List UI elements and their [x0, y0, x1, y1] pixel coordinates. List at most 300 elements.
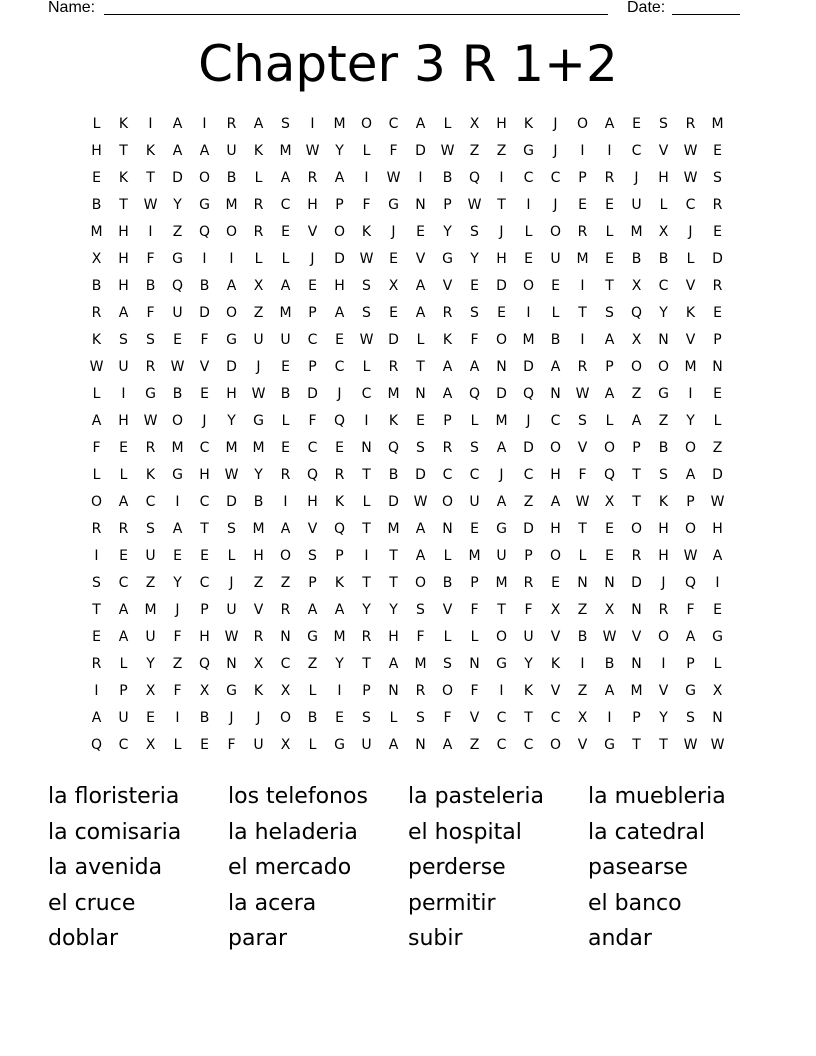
- grid-letter[interactable]: A: [118, 494, 129, 510]
- grid-letter[interactable]: A: [415, 116, 426, 132]
- grid-letter[interactable]: U: [145, 548, 156, 564]
- grid-letter[interactable]: E: [632, 116, 641, 132]
- grid-letter[interactable]: V: [307, 521, 318, 537]
- grid-letter[interactable]: A: [280, 278, 291, 294]
- grid-letter[interactable]: W: [89, 359, 104, 375]
- grid-letter[interactable]: I: [337, 683, 342, 699]
- grid-letter[interactable]: B: [91, 197, 102, 213]
- grid-letter[interactable]: E: [335, 440, 344, 456]
- grid-letter[interactable]: I: [364, 170, 369, 186]
- date-blank-line[interactable]: [672, 14, 740, 15]
- grid-letter[interactable]: I: [418, 170, 423, 186]
- grid-letter[interactable]: R: [712, 278, 723, 294]
- grid-letter[interactable]: Y: [173, 575, 182, 591]
- grid-letter[interactable]: P: [470, 575, 479, 591]
- grid-letter[interactable]: J: [526, 413, 531, 429]
- grid-letter[interactable]: D: [199, 305, 210, 321]
- grid-letter[interactable]: Y: [686, 413, 695, 429]
- grid-letter[interactable]: Y: [470, 251, 479, 267]
- grid-letter[interactable]: R: [280, 467, 291, 483]
- grid-letter[interactable]: O: [549, 224, 562, 240]
- grid-letter[interactable]: K: [523, 683, 534, 699]
- grid-letter[interactable]: X: [253, 656, 264, 672]
- grid-letter[interactable]: M: [90, 224, 103, 240]
- grid-letter[interactable]: G: [685, 683, 696, 699]
- grid-letter[interactable]: T: [605, 278, 614, 294]
- grid-letter[interactable]: A: [442, 386, 453, 402]
- grid-letter[interactable]: X: [199, 683, 210, 699]
- grid-letter[interactable]: E: [119, 440, 128, 456]
- grid-letter[interactable]: D: [712, 251, 723, 267]
- grid-letter[interactable]: A: [172, 116, 183, 132]
- grid-letter[interactable]: L: [470, 413, 479, 429]
- grid-letter[interactable]: D: [388, 332, 399, 348]
- grid-letter[interactable]: B: [442, 575, 453, 591]
- grid-letter[interactable]: G: [226, 683, 237, 699]
- grid-letter[interactable]: F: [443, 710, 452, 726]
- grid-letter[interactable]: A: [550, 494, 561, 510]
- grid-letter[interactable]: Y: [659, 710, 668, 726]
- grid-letter[interactable]: A: [280, 170, 291, 186]
- grid-letter[interactable]: R: [658, 602, 669, 618]
- grid-letter[interactable]: W: [413, 494, 428, 510]
- grid-letter[interactable]: M: [468, 548, 481, 564]
- grid-letter[interactable]: E: [92, 170, 101, 186]
- grid-letter[interactable]: T: [632, 467, 641, 483]
- grid-letter[interactable]: A: [334, 305, 345, 321]
- grid-letter[interactable]: A: [91, 710, 102, 726]
- grid-letter[interactable]: K: [334, 575, 345, 591]
- grid-letter[interactable]: G: [226, 332, 237, 348]
- grid-letter[interactable]: J: [175, 602, 180, 618]
- grid-letter[interactable]: S: [686, 710, 695, 726]
- grid-letter[interactable]: B: [442, 170, 453, 186]
- grid-letter[interactable]: N: [496, 359, 507, 375]
- grid-letter[interactable]: L: [578, 548, 587, 564]
- grid-letter[interactable]: P: [632, 440, 641, 456]
- grid-letter[interactable]: J: [391, 224, 396, 240]
- grid-letter[interactable]: E: [605, 197, 614, 213]
- grid-letter[interactable]: N: [712, 359, 723, 375]
- grid-letter[interactable]: U: [253, 332, 264, 348]
- grid-letter[interactable]: N: [712, 710, 723, 726]
- grid-letter[interactable]: W: [440, 143, 455, 159]
- grid-letter[interactable]: C: [307, 440, 318, 456]
- grid-letter[interactable]: C: [496, 737, 507, 753]
- grid-letter[interactable]: E: [200, 737, 209, 753]
- grid-letter[interactable]: G: [334, 737, 345, 753]
- grid-letter[interactable]: I: [661, 656, 666, 672]
- grid-letter[interactable]: Q: [684, 575, 697, 591]
- grid-letter[interactable]: H: [91, 143, 102, 159]
- grid-letter[interactable]: I: [499, 170, 504, 186]
- grid-letter[interactable]: I: [580, 143, 585, 159]
- grid-letter[interactable]: L: [605, 224, 614, 240]
- grid-letter[interactable]: F: [146, 305, 155, 321]
- grid-letter[interactable]: Z: [658, 413, 669, 429]
- grid-letter[interactable]: N: [658, 332, 669, 348]
- grid-letter[interactable]: W: [683, 737, 698, 753]
- grid-letter[interactable]: Z: [172, 224, 183, 240]
- grid-letter[interactable]: N: [631, 602, 642, 618]
- grid-letter[interactable]: E: [146, 710, 155, 726]
- grid-letter[interactable]: B: [388, 467, 399, 483]
- grid-letter[interactable]: M: [630, 683, 643, 699]
- grid-letter[interactable]: A: [415, 548, 426, 564]
- grid-letter[interactable]: E: [308, 278, 317, 294]
- grid-letter[interactable]: S: [362, 710, 371, 726]
- grid-letter[interactable]: L: [713, 413, 722, 429]
- grid-letter[interactable]: C: [199, 575, 210, 591]
- grid-letter[interactable]: J: [553, 197, 558, 213]
- grid-letter[interactable]: S: [362, 305, 371, 321]
- grid-letter[interactable]: U: [361, 737, 372, 753]
- grid-letter[interactable]: I: [94, 683, 99, 699]
- grid-letter[interactable]: K: [685, 305, 696, 321]
- grid-letter[interactable]: I: [580, 278, 585, 294]
- grid-letter[interactable]: E: [173, 332, 182, 348]
- grid-letter[interactable]: I: [580, 332, 585, 348]
- grid-letter[interactable]: V: [550, 683, 561, 699]
- grid-letter[interactable]: Y: [335, 143, 344, 159]
- grid-letter[interactable]: L: [605, 413, 614, 429]
- grid-letter[interactable]: E: [497, 305, 506, 321]
- grid-letter[interactable]: D: [307, 386, 318, 402]
- grid-letter[interactable]: R: [253, 629, 264, 645]
- grid-letter[interactable]: R: [523, 575, 534, 591]
- grid-letter[interactable]: K: [118, 116, 129, 132]
- grid-letter[interactable]: J: [229, 575, 234, 591]
- grid-letter[interactable]: D: [523, 440, 534, 456]
- grid-letter[interactable]: J: [499, 467, 504, 483]
- grid-letter[interactable]: K: [91, 332, 102, 348]
- grid-letter[interactable]: F: [146, 251, 155, 267]
- grid-letter[interactable]: B: [172, 386, 183, 402]
- grid-letter[interactable]: U: [280, 332, 291, 348]
- grid-letter[interactable]: U: [253, 737, 264, 753]
- grid-letter[interactable]: B: [658, 251, 669, 267]
- grid-letter[interactable]: M: [252, 521, 265, 537]
- grid-letter[interactable]: A: [469, 359, 480, 375]
- grid-letter[interactable]: T: [146, 170, 155, 186]
- grid-letter[interactable]: D: [334, 251, 345, 267]
- grid-letter[interactable]: E: [713, 224, 722, 240]
- grid-letter[interactable]: V: [469, 710, 480, 726]
- grid-letter[interactable]: R: [145, 359, 156, 375]
- grid-letter[interactable]: W: [224, 467, 239, 483]
- grid-letter[interactable]: S: [578, 413, 587, 429]
- grid-letter[interactable]: F: [578, 467, 587, 483]
- grid-letter[interactable]: K: [118, 170, 129, 186]
- grid-letter[interactable]: C: [550, 170, 561, 186]
- grid-letter[interactable]: Q: [387, 440, 400, 456]
- grid-letter[interactable]: C: [550, 710, 561, 726]
- grid-letter[interactable]: K: [253, 143, 264, 159]
- grid-letter[interactable]: E: [524, 251, 533, 267]
- grid-letter[interactable]: H: [658, 170, 669, 186]
- grid-letter[interactable]: W: [143, 197, 158, 213]
- grid-letter[interactable]: Y: [335, 656, 344, 672]
- grid-letter[interactable]: K: [253, 683, 264, 699]
- grid-letter[interactable]: S: [470, 440, 479, 456]
- grid-letter[interactable]: V: [631, 629, 642, 645]
- grid-letter[interactable]: K: [145, 143, 156, 159]
- grid-letter[interactable]: R: [685, 116, 696, 132]
- grid-letter[interactable]: F: [92, 440, 101, 456]
- grid-letter[interactable]: B: [280, 386, 291, 402]
- grid-letter[interactable]: H: [550, 521, 561, 537]
- grid-letter[interactable]: J: [634, 170, 639, 186]
- grid-letter[interactable]: S: [713, 170, 722, 186]
- grid-letter[interactable]: L: [173, 737, 182, 753]
- grid-letter[interactable]: G: [658, 386, 669, 402]
- grid-letter[interactable]: L: [443, 548, 452, 564]
- grid-letter[interactable]: Q: [630, 305, 643, 321]
- grid-letter[interactable]: A: [118, 602, 129, 618]
- grid-letter[interactable]: E: [713, 386, 722, 402]
- grid-letter[interactable]: O: [360, 116, 373, 132]
- grid-letter[interactable]: N: [361, 440, 372, 456]
- grid-letter[interactable]: I: [229, 251, 234, 267]
- grid-letter[interactable]: W: [683, 143, 698, 159]
- grid-letter[interactable]: L: [524, 224, 533, 240]
- grid-letter[interactable]: C: [280, 197, 291, 213]
- grid-letter[interactable]: O: [171, 413, 184, 429]
- grid-letter[interactable]: V: [199, 359, 210, 375]
- grid-letter[interactable]: E: [281, 440, 290, 456]
- grid-letter[interactable]: T: [389, 575, 398, 591]
- grid-letter[interactable]: A: [118, 629, 129, 645]
- grid-letter[interactable]: M: [522, 332, 535, 348]
- grid-letter[interactable]: O: [657, 629, 670, 645]
- grid-letter[interactable]: D: [496, 386, 507, 402]
- grid-letter[interactable]: Q: [468, 386, 481, 402]
- grid-letter[interactable]: J: [256, 359, 261, 375]
- grid-letter[interactable]: J: [229, 710, 234, 726]
- grid-letter[interactable]: D: [631, 575, 642, 591]
- grid-letter[interactable]: T: [119, 143, 128, 159]
- grid-letter[interactable]: S: [227, 521, 236, 537]
- grid-letter[interactable]: Y: [146, 656, 155, 672]
- grid-letter[interactable]: J: [256, 710, 261, 726]
- grid-letter[interactable]: R: [253, 224, 264, 240]
- grid-letter[interactable]: U: [496, 548, 507, 564]
- grid-letter[interactable]: W: [575, 386, 590, 402]
- grid-letter[interactable]: A: [91, 413, 102, 429]
- grid-letter[interactable]: L: [254, 170, 263, 186]
- grid-letter[interactable]: B: [145, 278, 156, 294]
- grid-letter[interactable]: O: [495, 332, 508, 348]
- grid-letter[interactable]: C: [118, 575, 129, 591]
- grid-letter[interactable]: U: [172, 305, 183, 321]
- grid-letter[interactable]: T: [362, 467, 371, 483]
- grid-letter[interactable]: B: [91, 278, 102, 294]
- grid-letter[interactable]: T: [659, 737, 668, 753]
- grid-letter[interactable]: T: [632, 494, 641, 510]
- grid-letter[interactable]: I: [202, 251, 207, 267]
- grid-letter[interactable]: M: [711, 116, 724, 132]
- grid-letter[interactable]: O: [549, 548, 562, 564]
- grid-letter[interactable]: A: [550, 359, 561, 375]
- grid-letter[interactable]: I: [715, 575, 720, 591]
- grid-letter[interactable]: O: [549, 737, 562, 753]
- grid-letter[interactable]: W: [359, 332, 374, 348]
- grid-letter[interactable]: L: [470, 629, 479, 645]
- grid-letter[interactable]: Z: [469, 737, 480, 753]
- grid-letter[interactable]: R: [253, 197, 264, 213]
- grid-letter[interactable]: O: [603, 440, 616, 456]
- grid-letter[interactable]: L: [362, 494, 371, 510]
- grid-letter[interactable]: A: [307, 602, 318, 618]
- grid-letter[interactable]: U: [118, 710, 129, 726]
- grid-letter[interactable]: O: [630, 359, 643, 375]
- grid-letter[interactable]: K: [523, 116, 534, 132]
- grid-letter[interactable]: Z: [253, 575, 264, 591]
- grid-letter[interactable]: R: [91, 656, 102, 672]
- grid-letter[interactable]: D: [172, 170, 183, 186]
- grid-letter[interactable]: D: [415, 467, 426, 483]
- grid-letter[interactable]: E: [335, 332, 344, 348]
- grid-letter[interactable]: D: [415, 143, 426, 159]
- grid-letter[interactable]: A: [226, 278, 237, 294]
- grid-letter[interactable]: M: [576, 251, 589, 267]
- grid-letter[interactable]: B: [550, 332, 561, 348]
- grid-letter[interactable]: Y: [362, 602, 371, 618]
- grid-letter[interactable]: B: [253, 494, 264, 510]
- grid-letter[interactable]: P: [686, 494, 695, 510]
- grid-letter[interactable]: E: [551, 278, 560, 294]
- grid-letter[interactable]: O: [90, 494, 103, 510]
- grid-letter[interactable]: A: [604, 332, 615, 348]
- grid-letter[interactable]: L: [308, 683, 317, 699]
- grid-letter[interactable]: N: [604, 575, 615, 591]
- grid-letter[interactable]: B: [658, 440, 669, 456]
- grid-letter[interactable]: P: [713, 332, 722, 348]
- grid-letter[interactable]: Q: [198, 224, 211, 240]
- grid-letter[interactable]: K: [442, 332, 453, 348]
- grid-letter[interactable]: W: [386, 170, 401, 186]
- grid-letter[interactable]: I: [94, 548, 99, 564]
- grid-letter[interactable]: X: [604, 602, 615, 618]
- grid-letter[interactable]: I: [526, 197, 531, 213]
- grid-letter[interactable]: M: [252, 440, 265, 456]
- grid-letter[interactable]: H: [118, 413, 129, 429]
- grid-letter[interactable]: H: [388, 629, 399, 645]
- grid-letter[interactable]: O: [549, 440, 562, 456]
- grid-letter[interactable]: C: [658, 278, 669, 294]
- grid-letter[interactable]: N: [280, 629, 291, 645]
- grid-letter[interactable]: S: [416, 602, 425, 618]
- grid-letter[interactable]: R: [145, 440, 156, 456]
- grid-letter[interactable]: A: [415, 305, 426, 321]
- grid-letter[interactable]: E: [551, 575, 560, 591]
- grid-letter[interactable]: M: [414, 656, 427, 672]
- grid-letter[interactable]: K: [361, 224, 372, 240]
- grid-letter[interactable]: X: [145, 683, 156, 699]
- grid-letter[interactable]: T: [389, 548, 398, 564]
- grid-letter[interactable]: S: [92, 575, 101, 591]
- grid-letter[interactable]: I: [499, 683, 504, 699]
- grid-letter[interactable]: A: [496, 440, 507, 456]
- grid-letter[interactable]: A: [685, 467, 696, 483]
- grid-letter[interactable]: T: [119, 197, 128, 213]
- grid-letter[interactable]: M: [171, 440, 184, 456]
- grid-letter[interactable]: C: [199, 494, 210, 510]
- grid-letter[interactable]: S: [470, 224, 479, 240]
- grid-letter[interactable]: G: [172, 467, 183, 483]
- grid-letter[interactable]: P: [119, 683, 128, 699]
- grid-letter[interactable]: A: [496, 494, 507, 510]
- grid-letter[interactable]: W: [683, 170, 698, 186]
- grid-letter[interactable]: E: [605, 521, 614, 537]
- grid-letter[interactable]: P: [308, 359, 317, 375]
- grid-letter[interactable]: W: [710, 494, 725, 510]
- grid-letter[interactable]: S: [443, 656, 452, 672]
- grid-letter[interactable]: L: [119, 467, 128, 483]
- grid-letter[interactable]: A: [712, 548, 723, 564]
- grid-letter[interactable]: O: [198, 170, 211, 186]
- grid-letter[interactable]: I: [526, 305, 531, 321]
- grid-letter[interactable]: M: [333, 116, 346, 132]
- grid-letter[interactable]: R: [577, 359, 588, 375]
- grid-letter[interactable]: H: [307, 494, 318, 510]
- grid-letter[interactable]: V: [658, 683, 669, 699]
- grid-letter[interactable]: N: [631, 656, 642, 672]
- grid-letter[interactable]: P: [443, 413, 452, 429]
- grid-letter[interactable]: H: [712, 521, 723, 537]
- grid-letter[interactable]: V: [307, 224, 318, 240]
- grid-letter[interactable]: W: [683, 548, 698, 564]
- grid-letter[interactable]: S: [146, 521, 155, 537]
- grid-letter[interactable]: W: [305, 143, 320, 159]
- grid-letter[interactable]: W: [602, 629, 617, 645]
- grid-letter[interactable]: V: [442, 278, 453, 294]
- grid-letter[interactable]: I: [607, 710, 612, 726]
- grid-letter[interactable]: S: [416, 710, 425, 726]
- grid-letter[interactable]: M: [144, 602, 157, 618]
- grid-letter[interactable]: E: [200, 548, 209, 564]
- grid-letter[interactable]: Z: [307, 656, 318, 672]
- grid-letter[interactable]: S: [470, 305, 479, 321]
- grid-letter[interactable]: Z: [280, 575, 291, 591]
- grid-letter[interactable]: L: [281, 413, 290, 429]
- grid-letter[interactable]: J: [337, 386, 342, 402]
- grid-letter[interactable]: T: [632, 737, 641, 753]
- grid-letter[interactable]: I: [688, 386, 693, 402]
- grid-letter[interactable]: Z: [172, 656, 183, 672]
- grid-letter[interactable]: G: [199, 197, 210, 213]
- grid-letter[interactable]: P: [443, 197, 452, 213]
- grid-letter[interactable]: L: [92, 116, 101, 132]
- grid-letter[interactable]: A: [172, 143, 183, 159]
- grid-letter[interactable]: H: [253, 548, 264, 564]
- grid-letter[interactable]: E: [578, 197, 587, 213]
- grid-letter[interactable]: H: [658, 521, 669, 537]
- grid-letter[interactable]: P: [200, 602, 209, 618]
- grid-letter[interactable]: M: [387, 521, 400, 537]
- grid-letter[interactable]: E: [200, 386, 209, 402]
- grid-letter[interactable]: E: [713, 143, 722, 159]
- grid-letter[interactable]: A: [388, 656, 399, 672]
- grid-letter[interactable]: U: [631, 197, 642, 213]
- grid-letter[interactable]: X: [604, 494, 615, 510]
- grid-letter[interactable]: O: [576, 116, 589, 132]
- grid-letter[interactable]: W: [359, 251, 374, 267]
- grid-letter[interactable]: L: [713, 656, 722, 672]
- grid-letter[interactable]: W: [224, 629, 239, 645]
- grid-letter[interactable]: C: [496, 710, 507, 726]
- grid-letter[interactable]: L: [389, 710, 398, 726]
